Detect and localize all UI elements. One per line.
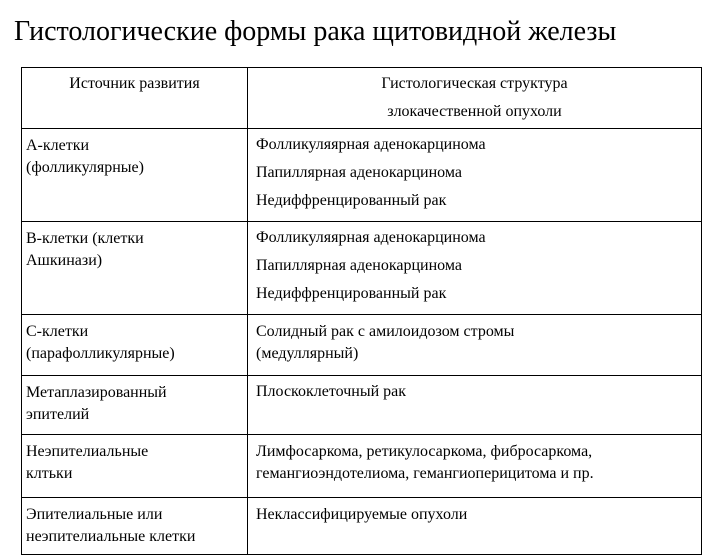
structure-line: Папиллярная аденокарцинома — [256, 164, 462, 181]
source-line: В-клетки (клетки — [26, 230, 144, 247]
structure-line: (медуллярный) — [256, 345, 359, 362]
structure-cell — [248, 222, 702, 315]
header-structure — [248, 68, 702, 129]
structure-line: Фолликуляярная аденокарцинома — [256, 136, 486, 153]
source-line: эпителий — [26, 406, 90, 423]
source-line: Метаплазированный — [26, 384, 167, 401]
source-line: (парафолликулярные) — [26, 345, 175, 362]
histology-table — [21, 67, 702, 555]
source-cell — [22, 435, 248, 498]
source-line: Ашкинази) — [26, 252, 103, 269]
table-header-row — [22, 68, 702, 129]
header-source: Источник развития — [22, 68, 248, 129]
source-line: клтьки — [26, 465, 73, 482]
structure-line: Солидный рак с амилоидозом стромы — [256, 323, 515, 340]
table-row — [22, 498, 702, 555]
source-line: С-клетки — [26, 323, 89, 340]
source-line: (фолликулярные) — [26, 159, 144, 176]
structure-line: Лимфосаркома, ретикулосаркома, фибросаркома, — [256, 443, 593, 460]
structure-line: гемангиоэндотелиома, гемангиоперицитома и пр. — [256, 465, 594, 482]
header-structure-line: Гистологическая структура — [381, 75, 568, 92]
source-line: А-клетки — [26, 137, 90, 154]
structure-line: Неклассифицируемые опухоли — [256, 506, 468, 523]
source-cell — [22, 222, 248, 315]
table-row — [22, 435, 702, 498]
page-title: Гистологические формы рака щитовидной железы — [14, 16, 617, 47]
structure-line: Фолликуляярная аденокарцинома — [256, 229, 486, 246]
source-line: неэпителиальные клетки — [26, 528, 196, 545]
structure-line: Плоскоклеточный рак — [256, 383, 407, 400]
structure-line: Недиффренцированный рак — [256, 285, 447, 302]
structure-cell — [248, 129, 702, 222]
source-cell — [22, 376, 248, 435]
table-row — [22, 129, 702, 222]
source-line: Эпителиальные или — [26, 506, 163, 523]
source-cell — [22, 315, 248, 376]
source-line: Неэпителиальные — [26, 443, 149, 460]
source-cell — [22, 498, 248, 555]
structure-cell — [248, 435, 702, 498]
header-structure-line: злокачественной опухоли — [387, 103, 562, 120]
source-cell — [22, 129, 248, 222]
structure-line: Папиллярная аденокарцинома — [256, 257, 462, 274]
table-row — [22, 222, 702, 315]
table-row — [22, 315, 702, 376]
structure-line: Недиффренцированный рак — [256, 192, 447, 209]
structure-cell — [248, 315, 702, 376]
table-row — [22, 376, 702, 435]
structure-cell — [248, 498, 702, 555]
structure-cell — [248, 376, 702, 435]
